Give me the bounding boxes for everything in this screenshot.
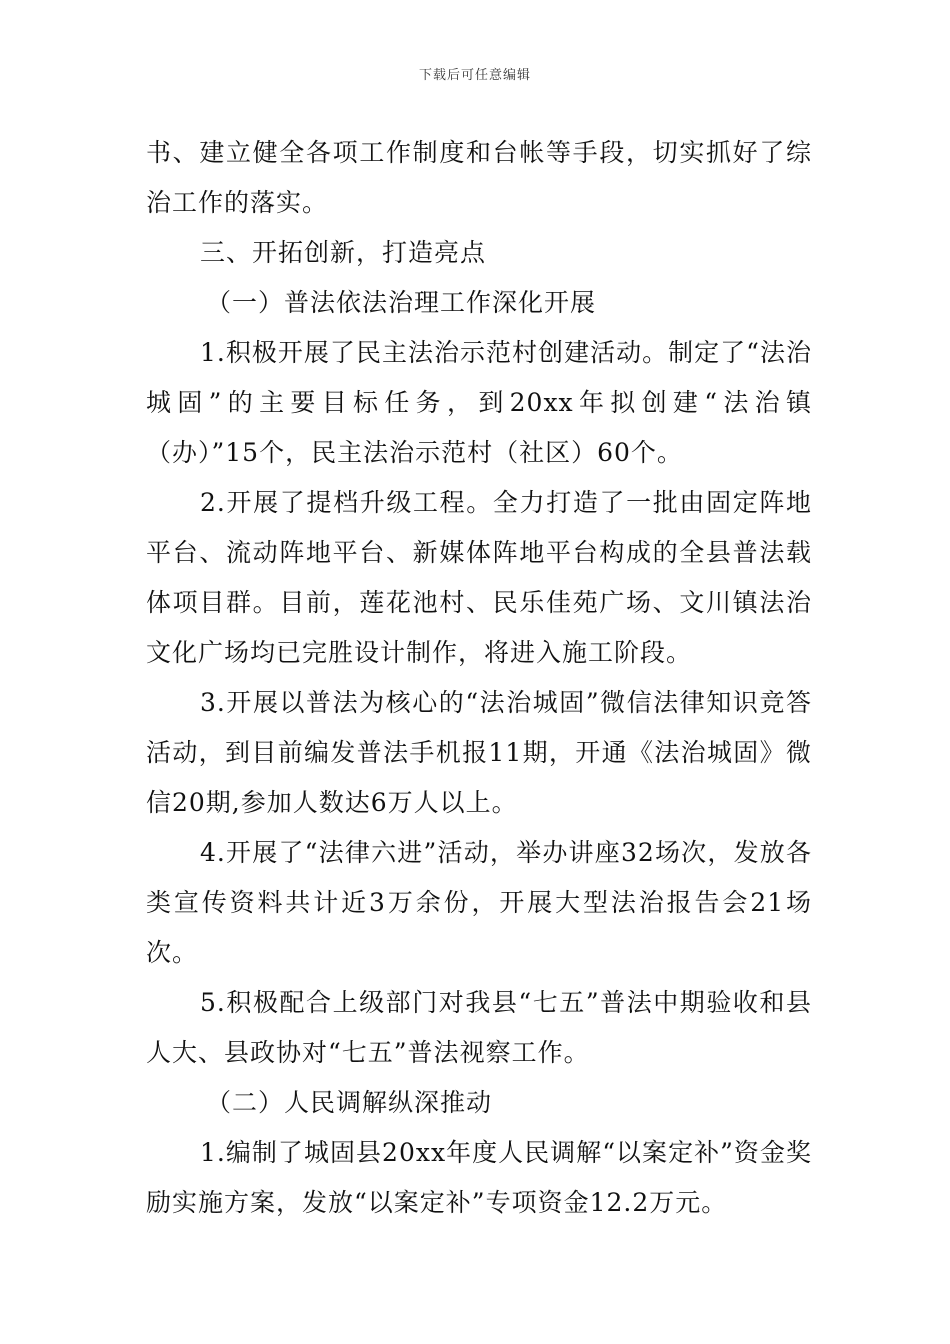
paragraph-item-2: 2.开展了提档升级工程。全力打造了一批由固定阵地平台、流动阵地平台、新媒体阵地平台构成的全县普法载体项目群。目前，莲花池村、民乐佳苑广场、文川镇法治文化广场均已完胜设计制作，将进入施工阶段。 [146,488,812,667]
paragraph-item-4: 4.开展了“法律六进”活动，举办讲座32场次，发放各类宣传资料共计近3万余份，开展大型法治报告会21场次。 [146,838,812,967]
page-header-note: 下载后可任意编辑 [418,68,531,83]
section-heading-3: 三、开拓创新，打造亮点 [200,238,487,267]
document-body [146,128,812,1228]
paragraph-item-3: 3.开展以普法为核心的“法治城固”微信法律知识竞答活动，到目前编发普法手机报11期，开通《法治城固》微信20期,参加人数达6万人以上。 [146,688,812,817]
paragraph-item-1: 1.积极开展了民主法治示范村创建活动。制定了“法治城固”的主要目标任务，到20xx年拟创建“法治镇（办）”15个，民主法治示范村（社区）60个。 [146,338,812,467]
paragraph-item-6: 1.编制了城固县20xx年度人民调解“以案定补”资金奖励实施方案，发放“以案定补”专项资金12.2万元。 [146,1138,812,1217]
subsection-heading-2: （二）人民调解纵深推动 [206,1088,493,1117]
paragraph-item-5: 5.积极配合上级部门对我县“七五”普法中期验收和县人大、县政协对“七五”普法视察工作。 [146,988,812,1067]
paragraph-continuation: 书、建立健全各项工作制度和台帐等手段，切实抓好了综治工作的落实。 [146,138,812,217]
subsection-heading-1: （一）普法依法治理工作深化开展 [206,288,597,317]
